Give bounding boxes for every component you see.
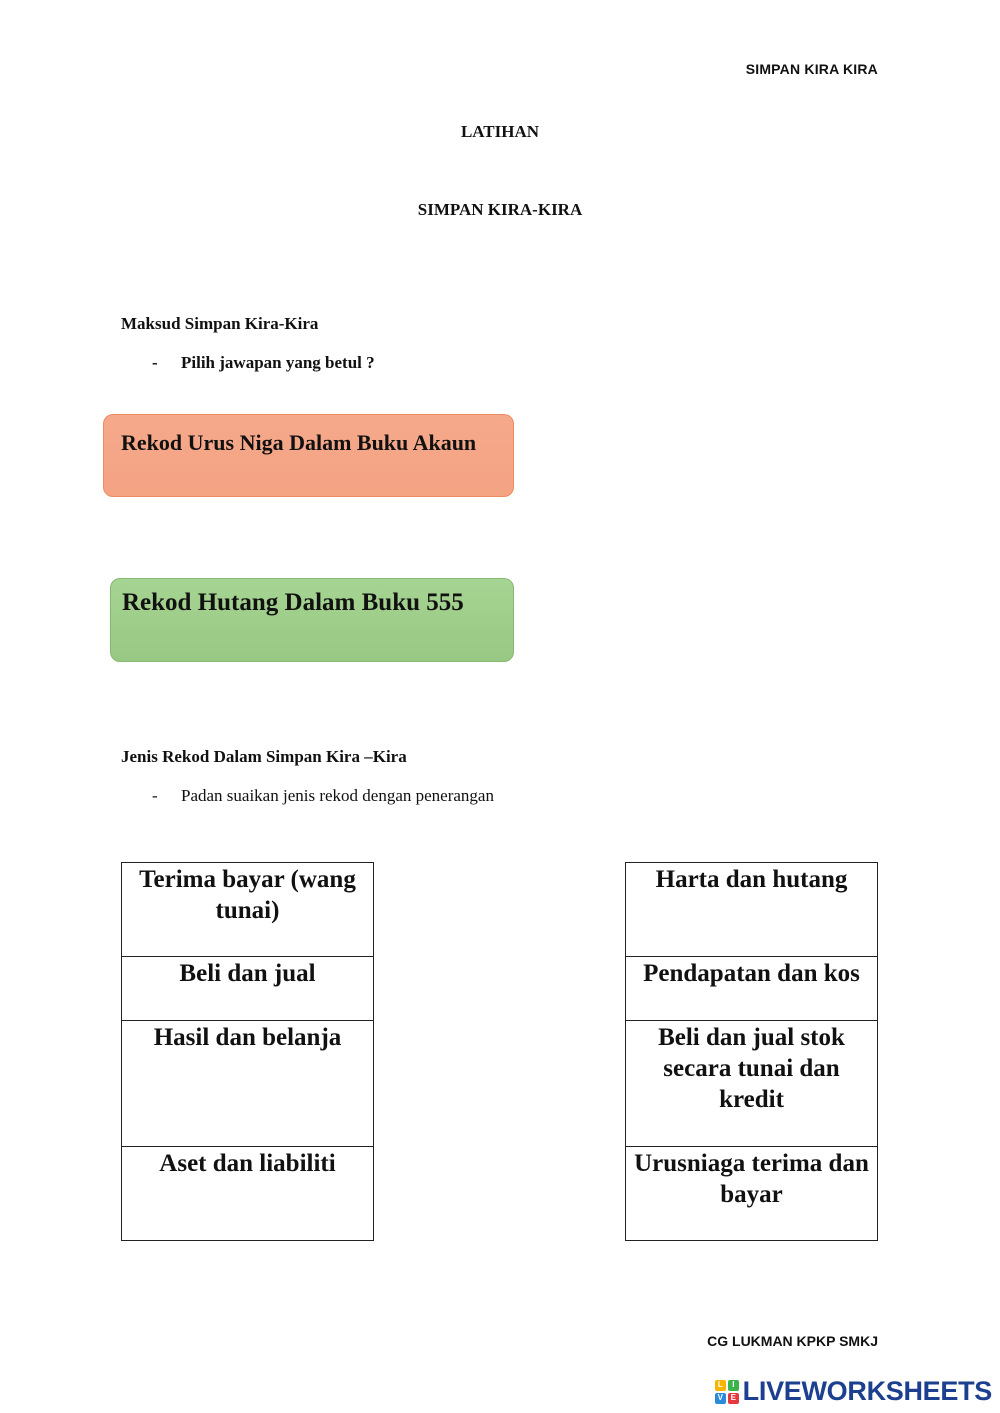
- instruction-text: Padan suaikan jenis rekod dengan penerangan: [181, 786, 494, 805]
- instruction-match: [152, 786, 494, 806]
- match-table-right: [625, 862, 878, 1241]
- match-left-item-1[interactable]: Terima bayar (wang tunai): [122, 863, 374, 957]
- page-footer-author: CG LUKMAN KPKP SMKJ: [707, 1333, 878, 1349]
- match-right-item-1[interactable]: Harta dan hutang: [626, 863, 878, 957]
- section-heading-maksud: Maksud Simpan Kira-Kira: [121, 314, 319, 333]
- brand-name: LIVEWORKSHEETS: [742, 1376, 992, 1406]
- match-right-item-3[interactable]: Beli dan jual stok secara tunai dan kredit: [626, 1021, 878, 1147]
- match-right-item-4[interactable]: Urusniaga terima dan bayar: [626, 1147, 878, 1241]
- instruction-text: Pilih jawapan yang betul ?: [181, 353, 375, 372]
- page-header: SIMPAN KIRA KIRA: [745, 61, 878, 77]
- page-subtitle: SIMPAN KIRA-KIRA: [417, 200, 583, 219]
- match-left-item-3[interactable]: Hasil dan belanja: [122, 1021, 374, 1147]
- logo-letter-i: I: [728, 1380, 739, 1391]
- answer-choice-2[interactable]: Rekod Hutang Dalam Buku 555: [110, 578, 514, 662]
- liveworksheets-brand: [715, 1376, 992, 1407]
- section-heading-jenis-rekod: Jenis Rekod Dalam Simpan Kira –Kira: [121, 747, 407, 766]
- logo-letter-e: E: [728, 1393, 739, 1404]
- bullet-dash: -: [152, 786, 158, 805]
- match-table-left: [121, 862, 374, 1241]
- liveworksheets-logo-icon: [715, 1380, 739, 1404]
- page-title: LATIHAN: [460, 122, 540, 141]
- instruction-choose: [152, 353, 375, 373]
- match-left-item-2[interactable]: Beli dan jual: [122, 957, 374, 1021]
- bullet-dash: -: [152, 353, 158, 372]
- match-right-item-2[interactable]: Pendapatan dan kos: [626, 957, 878, 1021]
- answer-choice-1[interactable]: Rekod Urus Niga Dalam Buku Akaun: [103, 414, 514, 497]
- logo-letter-l: L: [715, 1380, 726, 1391]
- logo-letter-v: V: [715, 1393, 726, 1404]
- match-left-item-4[interactable]: Aset dan liabiliti: [122, 1147, 374, 1241]
